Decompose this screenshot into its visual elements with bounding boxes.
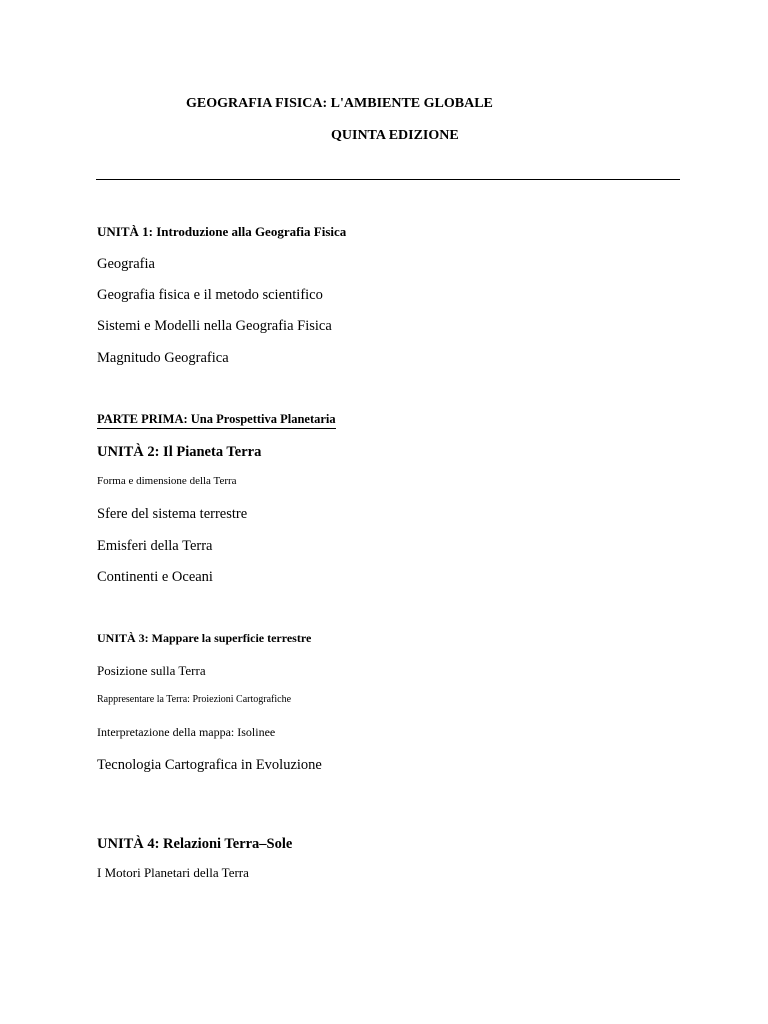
header-divider bbox=[96, 179, 680, 180]
unit-3-item: Tecnologia Cartografica in Evoluzione bbox=[97, 757, 322, 773]
unit-2-heading: UNITÀ 2: Il Pianeta Terra bbox=[97, 444, 262, 460]
unit-1-item: Geografia bbox=[97, 256, 155, 272]
unit-4-item: I Motori Planetari della Terra bbox=[97, 865, 249, 880]
unit-2-item: Forma e dimensione della Terra bbox=[97, 475, 237, 487]
unit-2-item: Continenti e Oceani bbox=[97, 569, 213, 585]
part-one-underline bbox=[97, 428, 336, 429]
unit-2-item: Emisferi della Terra bbox=[97, 538, 213, 554]
document-title: GEOGRAFIA FISICA: L'AMBIENTE GLOBALE bbox=[186, 96, 493, 111]
unit-1-item: Magnitudo Geografica bbox=[97, 350, 229, 366]
unit-2-item: Sfere del sistema terrestre bbox=[97, 506, 248, 522]
unit-3-item: Rappresentare la Terra: Proiezioni Cartografiche bbox=[97, 694, 292, 705]
unit-1-item: Sistemi e Modelli nella Geografia Fisica bbox=[97, 318, 332, 334]
unit-1-item: Geografia fisica e il metodo scientifico bbox=[97, 287, 323, 303]
part-one-heading: PARTE PRIMA: Una Prospettiva Planetaria bbox=[97, 412, 336, 426]
edition-label: QUINTA EDIZIONE bbox=[331, 128, 459, 143]
unit-4-heading: UNITÀ 4: Relazioni Terra–Sole bbox=[97, 836, 293, 852]
unit-1-heading: UNITÀ 1: Introduzione alla Geografia Fisica bbox=[97, 224, 347, 239]
unit-3-item: Posizione sulla Terra bbox=[97, 663, 206, 678]
unit-3-item: Interpretazione della mappa: Isolinee bbox=[97, 725, 276, 739]
unit-3-heading: UNITÀ 3: Mappare la superficie terrestre bbox=[97, 631, 312, 645]
